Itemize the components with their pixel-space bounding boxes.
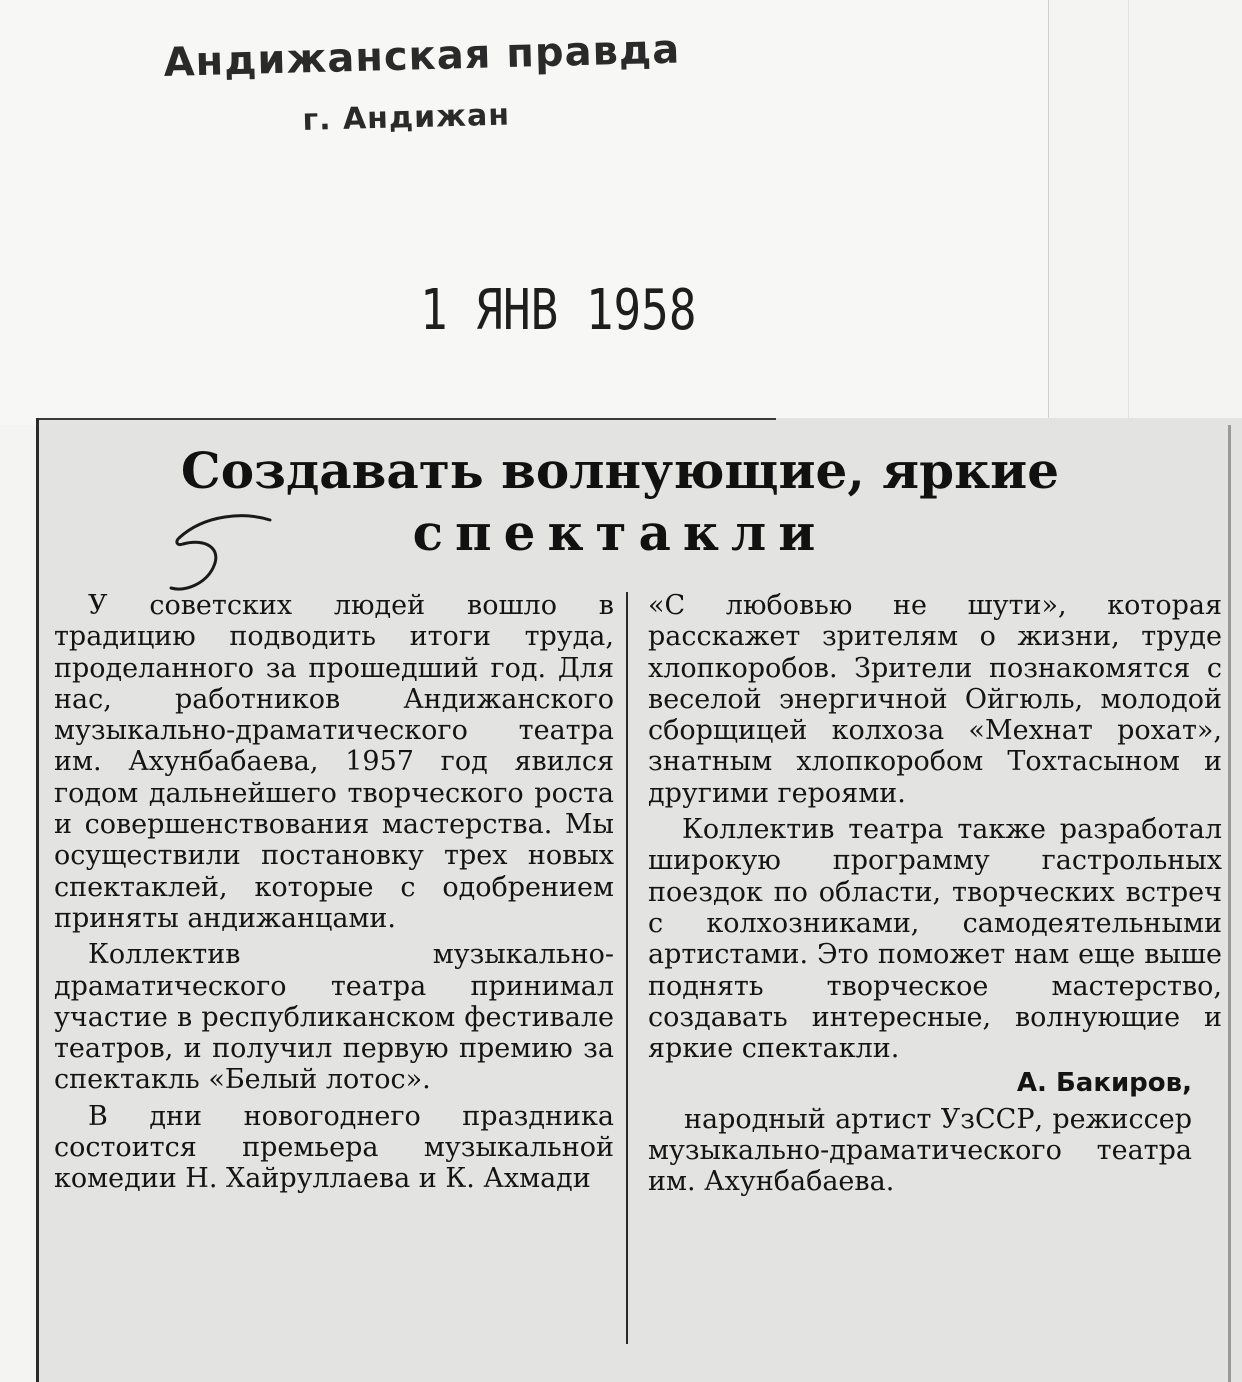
clipping-top-rule bbox=[36, 418, 776, 420]
column-divider bbox=[626, 592, 628, 1344]
paragraph: Коллектив театра также разработал широкую программу гастрольных поездок по области, творческих встреч с колхозниками, самодеятельными артистами. Это поможет нам еще выше поднять творческое мастерство, создавать интересные, волнующие и яркие спектакли. bbox=[648, 814, 1222, 1065]
paragraph: В дни новогоднего праздника состоится премьера музыкальной комедии Н. Хайруллаева и К. Ахмади bbox=[54, 1100, 614, 1195]
article-right-column bbox=[648, 590, 1222, 1198]
date-stamp: 1 ЯНВ 1958 bbox=[420, 278, 697, 343]
sheet-edge-secondary bbox=[1128, 0, 1129, 425]
headline-line-1: Создавать волнующие, яркие bbox=[180, 441, 1060, 500]
paragraph: Коллектив музыкально-драматического театра принимал участие в республиканском фестивале театров, и получил первую премию за спектакль «Белый лотос». bbox=[54, 939, 614, 1096]
paragraph: У советских людей вошло в традицию подводить итоги труда, проделанного за прошедший год. Для нас, работников Андижанского музыкально-драматического театра им. Ахунбабаева, 1957 год явился годом дальнейшего творческого роста и совершенствования мастерства. Мы осуществили постановку трех новых спектаклей, которые с одобрением приняты андижанцами. bbox=[54, 590, 614, 934]
author-name: А. Бакиров, bbox=[1016, 1068, 1192, 1099]
newspaper-stamp-title: Андижанская правда bbox=[163, 26, 681, 86]
paragraph: «С любовью не шути», которая расскажет зрителям о жизни, труде хлопкоробов. Зрители познакомятся с веселой энергичной Ойгюль, молодой сборщицей колхоза «Мехнат рохат», знатным хлопкоробом Тохтасыном и другими героями. bbox=[648, 590, 1222, 809]
clipping-right-edge bbox=[1228, 425, 1231, 1382]
headline-line-2: спектакли bbox=[412, 503, 828, 562]
article-left-column bbox=[54, 590, 614, 1195]
sheet-edge bbox=[1048, 0, 1049, 425]
clipping-left-rule bbox=[36, 418, 39, 1382]
newspaper-stamp-city: г. Андижан bbox=[302, 97, 511, 138]
author-title: народный артист УзССР, режиссер музыкально-драматического театра им. Ахунбабаева. bbox=[648, 1103, 1192, 1198]
pencil-number-mark bbox=[165, 508, 275, 598]
